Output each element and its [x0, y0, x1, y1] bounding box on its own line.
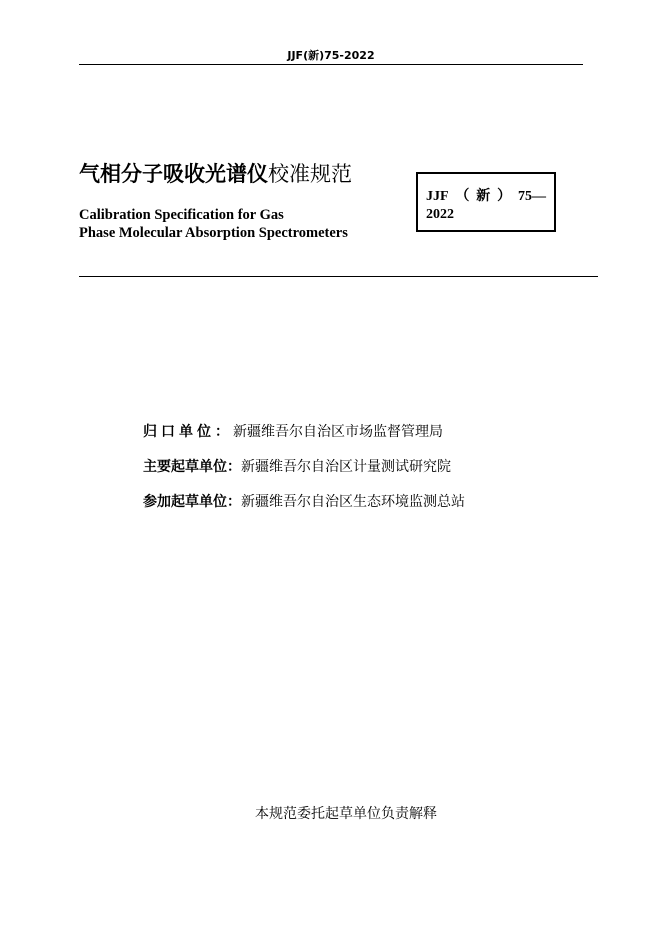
- code-close-paren: ）: [497, 189, 512, 204]
- title-english-line-1: Calibration Specification for Gas: [79, 207, 284, 223]
- interpretation-note: 本规范委托起草单位负责解释: [255, 806, 437, 822]
- title-english: [79, 206, 348, 242]
- code-number: 75—: [518, 189, 546, 204]
- title-english-line-2: Phase Molecular Absorption Spectrometers: [79, 225, 348, 241]
- code-prefix: JJF: [426, 189, 449, 204]
- participating-unit-row: [143, 492, 465, 527]
- responsible-unit-row: [143, 422, 465, 457]
- title-chinese-bold: 气相分子吸收光谱仪: [79, 162, 268, 186]
- title-chinese-regular: 校准规范: [268, 162, 352, 186]
- drafting-units: [143, 422, 465, 527]
- participating-unit-label: 参加起草单位：: [143, 494, 241, 510]
- main-drafting-unit-value: 新疆维吾尔自治区计量测试研究院: [241, 459, 451, 475]
- participating-unit-value: 新疆维吾尔自治区生态环境监测总站: [241, 494, 465, 510]
- main-drafting-unit-label: 主要起草单位：: [143, 459, 241, 475]
- responsible-unit-label: 归口单位：: [143, 424, 233, 440]
- code-box-line-1: [426, 188, 546, 206]
- specification-code-box: [416, 172, 556, 232]
- header-code: JJF(新)75-2022: [287, 49, 375, 62]
- main-drafting-unit-row: [143, 457, 465, 492]
- responsible-unit-value: 新疆维吾尔自治区市场监督管理局: [233, 424, 443, 440]
- code-new: 新: [476, 189, 491, 204]
- code-year: 2022: [426, 207, 454, 222]
- title-chinese: [79, 158, 352, 188]
- title-rule: [79, 276, 598, 277]
- header-rule: [79, 64, 583, 65]
- code-open-paren: （: [455, 189, 470, 204]
